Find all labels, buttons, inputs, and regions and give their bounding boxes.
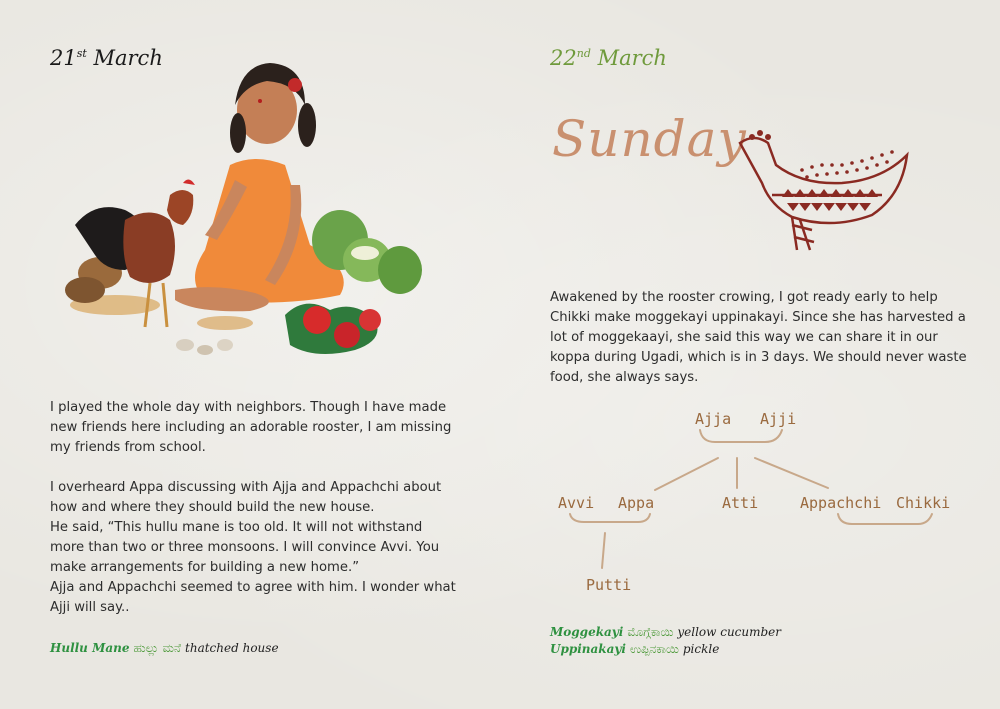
date-suffix: st bbox=[76, 47, 87, 60]
tree-node-atti: Atti bbox=[722, 494, 759, 512]
glossary-english: Hullu Mane bbox=[50, 641, 130, 655]
glossary-entry bbox=[50, 640, 279, 657]
paragraph: He said, “This hullu mane is too old. It will not withstand more than two or three monsoons. I will convince Avvi. You make arrangements for building a new home.” bbox=[50, 520, 440, 575]
glossary-meaning: thatched house bbox=[185, 641, 279, 655]
tree-node-ajji: Ajji bbox=[760, 410, 797, 428]
tree-connector bbox=[655, 458, 718, 490]
glossary-kannada: ಮೊಗ್ಗೆಕಾಯಿ bbox=[627, 625, 674, 639]
date-month: March bbox=[93, 46, 163, 70]
left-entry-text bbox=[50, 398, 460, 618]
tree-node-avvi: Avvi bbox=[558, 494, 595, 512]
glossary-list bbox=[550, 624, 781, 658]
date-suffix: nd bbox=[576, 47, 591, 60]
glossary-english: Moggekayi bbox=[550, 625, 624, 639]
date-month: March bbox=[597, 46, 667, 70]
tree-node-putti: Putti bbox=[586, 576, 632, 594]
tree-node-appa: Appa bbox=[618, 494, 655, 512]
right-page bbox=[500, 0, 1000, 709]
paragraph: I played the whole day with neighbors. Though I have made new friends here including an adorable rooster, I am missing my friends from school. bbox=[50, 400, 452, 455]
paragraph: Ajja and Appachchi seemed to agree with him. I wonder what Ajji will say.. bbox=[50, 580, 456, 615]
girl-rooster-illustration bbox=[55, 45, 435, 380]
glossary-entry bbox=[550, 641, 781, 658]
paragraph: Awakened by the rooster crowing, I got ready early to help Chikki make moggekayi uppinakayi. Since she has harvested a lot of moggekaayi, she said this way we can share it in our koppa during Ugadi, which is in 3 days. We should never waste food, she always says. bbox=[550, 290, 967, 385]
tree-connector bbox=[570, 514, 650, 522]
right-date bbox=[550, 46, 667, 70]
date-day: 21 bbox=[50, 46, 77, 70]
glossary-english: Uppinakayi bbox=[550, 642, 626, 656]
glossary-kannada: ಉಪ್ಪಿನಕಾಯಿ bbox=[629, 642, 679, 656]
tree-connector bbox=[602, 533, 605, 568]
tree-connector bbox=[755, 458, 828, 488]
tree-node-appachchi: Appachchi bbox=[800, 494, 882, 512]
day-heading: Sunday bbox=[552, 110, 747, 168]
tree-connector bbox=[700, 430, 782, 442]
glossary-meaning: yellow cucumber bbox=[677, 625, 782, 639]
tree-connector bbox=[838, 514, 932, 524]
tree-node-chikki: Chikki bbox=[896, 494, 951, 512]
glossary-kannada: ಹುಲ್ಲು ಮನೆ bbox=[133, 641, 182, 655]
family-tree-diagram bbox=[550, 400, 970, 610]
tree-node-ajja: Ajja bbox=[695, 410, 732, 428]
glossary-meaning: pickle bbox=[682, 642, 720, 656]
glossary-entry bbox=[550, 624, 781, 641]
rooster-motif-icon bbox=[732, 125, 922, 265]
right-entry-text bbox=[550, 288, 970, 388]
paragraph: I overheard Appa discussing with Ajja and Appachchi about how and where they should build the new house. bbox=[50, 480, 442, 515]
date-day: 22 bbox=[550, 46, 577, 70]
